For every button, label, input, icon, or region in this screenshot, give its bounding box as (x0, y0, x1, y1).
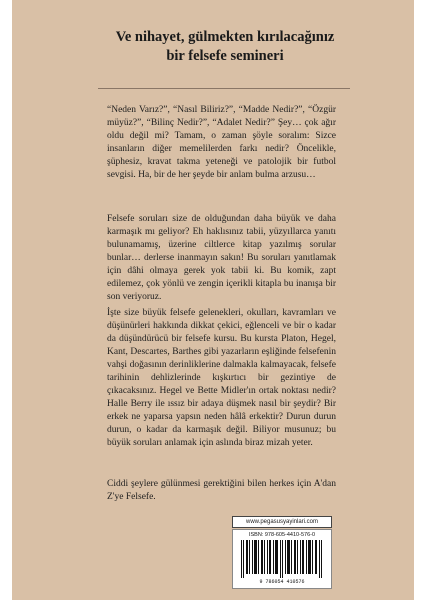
title-line-1: Ve nihayet, gülmekten kırılacağınız (115, 29, 335, 45)
spine-edge (0, 0, 12, 600)
barcode-block (232, 529, 332, 589)
divider-rule (98, 88, 350, 89)
paragraph-3: İşte size büyük felsefe gelenekleri, okulları, kavramları ve düşünürleri hakkında dikkat çekici, eğlenceli ve bir o kadar da düşündürücü bir felsefe kursu. Bu kursta Platon, Hegel, Kant, Descartes, Barthes gibi yazarların eşliğinde felsefenin vahşi doğasının derinliklerine dalmakla kalmayacak, felsefe tarihinin dehlizlerinde kışkırtıcı bir gezintiye de çıkacaksınız. Hegel ve Bette Midler'ın ortak noktası nedir? Halle Berry ile ıssız bir adaya düşmek nasıl bir şeydir? Bir erkek ne yaparsa yapsın neden hâlâ erkektir? Durun durun durun, o kadar da karmaşık değil. Biliyor musunuz; bu büyük soruları anlamak için aslında biraz mizah yeter. (107, 308, 336, 448)
title-line-2: bir felsefe semineri (166, 48, 284, 64)
publisher-url: www.pegasusyayinlari.com (232, 516, 332, 528)
paragraph-1: “Neden Varız?”, “Nasıl Biliriz?”, “Madde Nedir?”, “Özgür müyüz?”, “Bilinç Nedir?”, “Adalet Nedir?” Şey… çok ağır oldu değil mi? Tamam, o zaman şöyle soralım: Sizce insanların diğer memelilerden farkı nedir? Öncelikle, şüphesiz, kravat takma yeteneği ve patolojik bir futbol sevgisi. Ha, bir de her şeyde bir anlam bulma arzusu… (107, 105, 336, 180)
paragraph-4: Ciddi şeylere gülünmesi gerektiğini bilen herkes için A'dan Z'ye Felsefe. (107, 479, 336, 502)
isbn-label: ISBN: 978-605-4410-576-0 (248, 532, 316, 538)
barcode-icon (239, 540, 325, 578)
paragraph-2: Felsefe soruları size de olduğundan daha büyük ve daha karmaşık mı geliyor? Eh haklısınız tabii, yüzyıllarca yanıtı bulunamamış, üzerine ciltlerce kitap yazılmış sorular bunlar… derlerse inanmayın sakın! Bu soruları yanıtlamak için dâhi olmaya gerek yok tabii ki. Bu komik, zapt edilemez, çok yönlü ve zengin içerikli kitapla bu inanışa bir son veriyoruz. (107, 214, 336, 302)
barcode-number: 9 786054 410576 (259, 579, 305, 585)
cover-title (70, 28, 380, 66)
